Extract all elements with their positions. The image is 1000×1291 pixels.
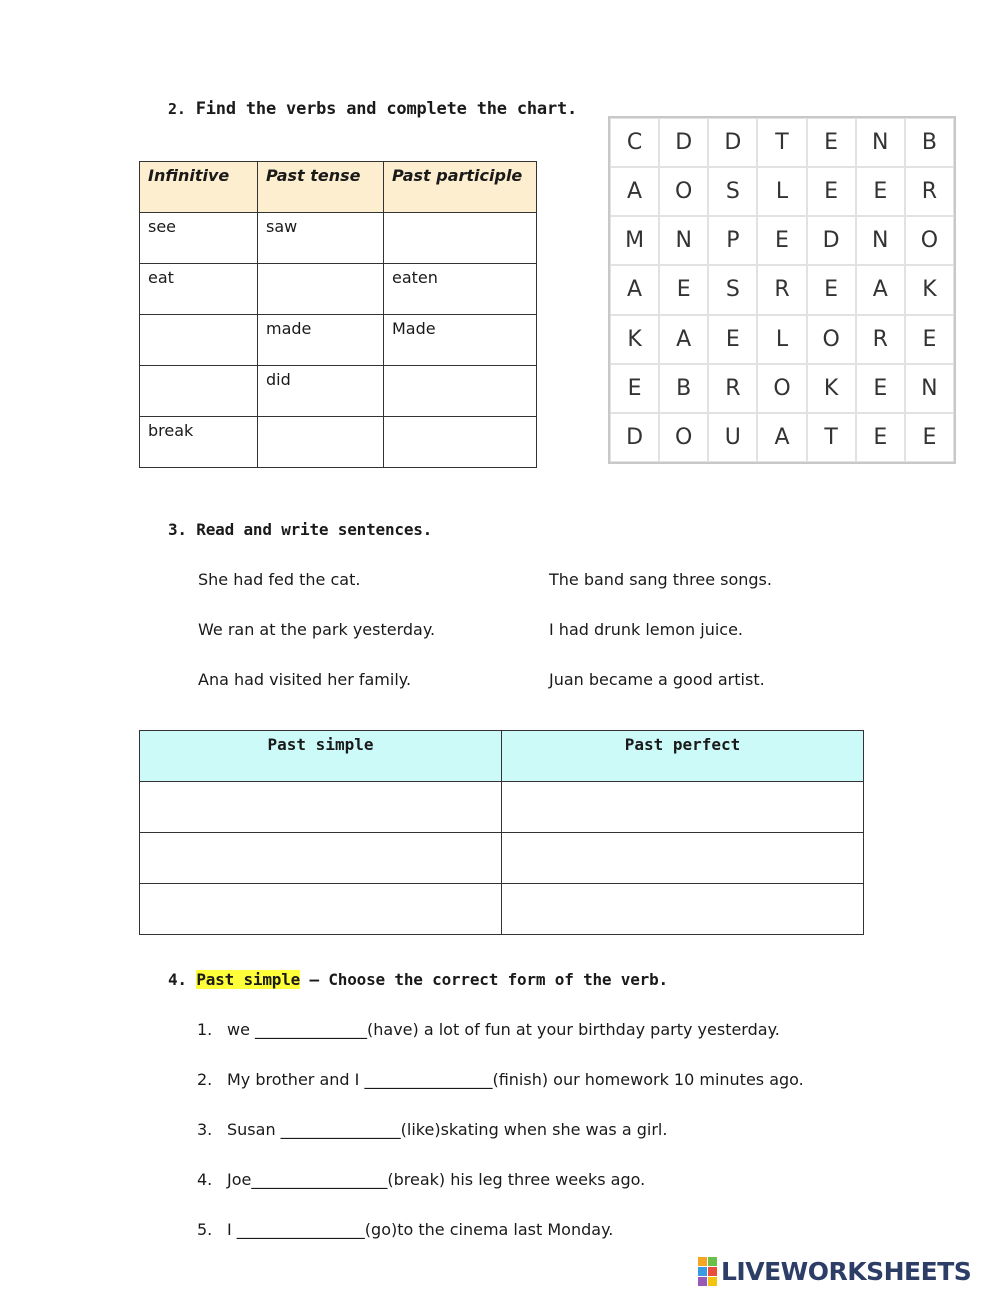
word-search-letter[interactable]: A xyxy=(659,315,708,364)
answer-cell[interactable] xyxy=(384,417,537,468)
answer-cell[interactable] xyxy=(258,264,384,315)
table-cell: made xyxy=(258,315,384,366)
word-search-letter[interactable]: N xyxy=(905,364,954,413)
word-search-letter[interactable]: E xyxy=(757,216,806,265)
word-search-letter[interactable]: M xyxy=(610,216,659,265)
word-search-letter[interactable]: K xyxy=(905,265,954,314)
word-search-letter[interactable]: R xyxy=(757,265,806,314)
word-search-letter[interactable]: R xyxy=(708,364,757,413)
sentence: The band sang three songs. xyxy=(549,570,772,589)
table-cell: did xyxy=(258,366,384,417)
word-search-letter[interactable]: O xyxy=(807,315,856,364)
word-search-letter[interactable]: O xyxy=(905,216,954,265)
list-item[interactable]: 5. I ________________(go)to the cinema last Monday. xyxy=(197,1220,614,1239)
table-cell: saw xyxy=(258,213,384,264)
section-2-number: 2. xyxy=(168,100,186,118)
logo-block xyxy=(708,1267,717,1276)
logo-block xyxy=(708,1277,717,1286)
word-search-letter[interactable]: O xyxy=(659,413,708,462)
answer-cell[interactable] xyxy=(384,366,537,417)
table-cell: eat xyxy=(140,264,258,315)
word-search-letter[interactable]: O xyxy=(659,167,708,216)
table-cell: eaten xyxy=(384,264,537,315)
word-search-letter[interactable]: N xyxy=(659,216,708,265)
word-search-letter[interactable]: D xyxy=(659,118,708,167)
word-search-letter[interactable]: E xyxy=(610,364,659,413)
word-search-letter[interactable]: E xyxy=(807,118,856,167)
word-search-letter[interactable]: S xyxy=(708,265,757,314)
sentence: She had fed the cat. xyxy=(198,570,361,589)
answer-cell[interactable] xyxy=(502,782,864,833)
word-search-letter[interactable]: D xyxy=(807,216,856,265)
verb-chart-table xyxy=(139,161,537,468)
logo-block xyxy=(708,1257,717,1266)
header-past-tense: Past tense xyxy=(258,162,384,213)
answer-cell[interactable] xyxy=(502,884,864,935)
header-infinitive: Infinitive xyxy=(140,162,258,213)
logo-block xyxy=(698,1257,707,1266)
word-search-letter[interactable]: N xyxy=(856,216,905,265)
answer-cell[interactable] xyxy=(384,213,537,264)
word-search-letter[interactable]: A xyxy=(856,265,905,314)
header-past-perfect: Past perfect xyxy=(502,731,864,782)
header-past-participle: Past participle xyxy=(384,162,537,213)
word-search-letter[interactable]: E xyxy=(807,265,856,314)
logo-block xyxy=(698,1267,707,1276)
word-search-letter[interactable]: B xyxy=(659,364,708,413)
section-4-heading xyxy=(168,970,668,989)
section-4-number: 4. xyxy=(168,970,187,989)
table-cell: break xyxy=(140,417,258,468)
word-search-letter[interactable]: A xyxy=(610,167,659,216)
word-search-letter[interactable]: E xyxy=(807,167,856,216)
section-4-title: – Choose the correct form of the verb. xyxy=(300,970,668,989)
word-search-letter[interactable]: R xyxy=(856,315,905,364)
answer-cell[interactable] xyxy=(140,884,502,935)
logo-icon xyxy=(698,1257,717,1286)
answer-cell[interactable] xyxy=(140,833,502,884)
word-search-letter[interactable]: T xyxy=(757,118,806,167)
word-search-letter[interactable]: E xyxy=(659,265,708,314)
logo-block xyxy=(698,1277,707,1286)
table-cell: Made xyxy=(384,315,537,366)
word-search-letter[interactable]: L xyxy=(757,167,806,216)
word-search-letter[interactable]: R xyxy=(905,167,954,216)
sentence: Ana had visited her family. xyxy=(198,670,412,689)
answer-cell[interactable] xyxy=(140,366,258,417)
word-search-letter[interactable]: E xyxy=(905,315,954,364)
word-search-letter[interactable]: E xyxy=(856,167,905,216)
list-item[interactable]: 3. Susan _______________(like)skating when she was a girl. xyxy=(197,1120,668,1139)
word-search-letter[interactable]: N xyxy=(856,118,905,167)
word-search-letter[interactable]: T xyxy=(807,413,856,462)
word-search-letter[interactable]: E xyxy=(708,315,757,364)
tenses-table xyxy=(139,730,864,935)
logo-text: LIVEWORKSHEETS xyxy=(721,1256,972,1286)
word-search-letter[interactable]: E xyxy=(905,413,954,462)
word-search-letter[interactable]: E xyxy=(856,364,905,413)
header-past-simple: Past simple xyxy=(140,731,502,782)
liveworksheets-logo xyxy=(698,1256,971,1286)
list-item[interactable]: 2. My brother and I ________________(finish) our homework 10 minutes ago. xyxy=(197,1070,804,1089)
list-item[interactable]: 4. Joe_________________(break) his leg three weeks ago. xyxy=(197,1170,646,1189)
word-search-grid[interactable] xyxy=(608,116,956,464)
word-search-letter[interactable]: A xyxy=(610,265,659,314)
word-search-letter[interactable]: C xyxy=(610,118,659,167)
section-2-heading xyxy=(168,99,577,119)
answer-cell[interactable] xyxy=(502,833,864,884)
word-search-letter[interactable]: U xyxy=(708,413,757,462)
word-search-letter[interactable]: O xyxy=(757,364,806,413)
section-2-title: Find the verbs and complete the chart. xyxy=(195,99,578,119)
word-search-letter[interactable]: K xyxy=(610,315,659,364)
list-item[interactable]: 1. we ______________(have) a lot of fun at your birthday party yesterday. xyxy=(197,1020,780,1039)
highlighted-term: Past simple xyxy=(196,970,301,989)
word-search-letter[interactable]: E xyxy=(856,413,905,462)
word-search-letter[interactable]: A xyxy=(757,413,806,462)
sentence: Juan became a good artist. xyxy=(549,670,765,689)
sentence: We ran at the park yesterday. xyxy=(198,620,436,639)
word-search-letter[interactable]: D xyxy=(708,118,757,167)
word-search-letter[interactable]: B xyxy=(905,118,954,167)
answer-cell[interactable] xyxy=(258,417,384,468)
word-search-letter[interactable]: K xyxy=(807,364,856,413)
word-search-letter[interactable]: L xyxy=(757,315,806,364)
word-search-letter[interactable]: P xyxy=(708,216,757,265)
section-3-heading: 3. Read and write sentences. xyxy=(168,520,433,539)
sentence: I had drunk lemon juice. xyxy=(549,620,744,639)
word-search-letter[interactable]: D xyxy=(610,413,659,462)
answer-cell[interactable] xyxy=(140,782,502,833)
answer-cell[interactable] xyxy=(140,315,258,366)
word-search-letter[interactable]: S xyxy=(708,167,757,216)
table-cell: see xyxy=(140,213,258,264)
